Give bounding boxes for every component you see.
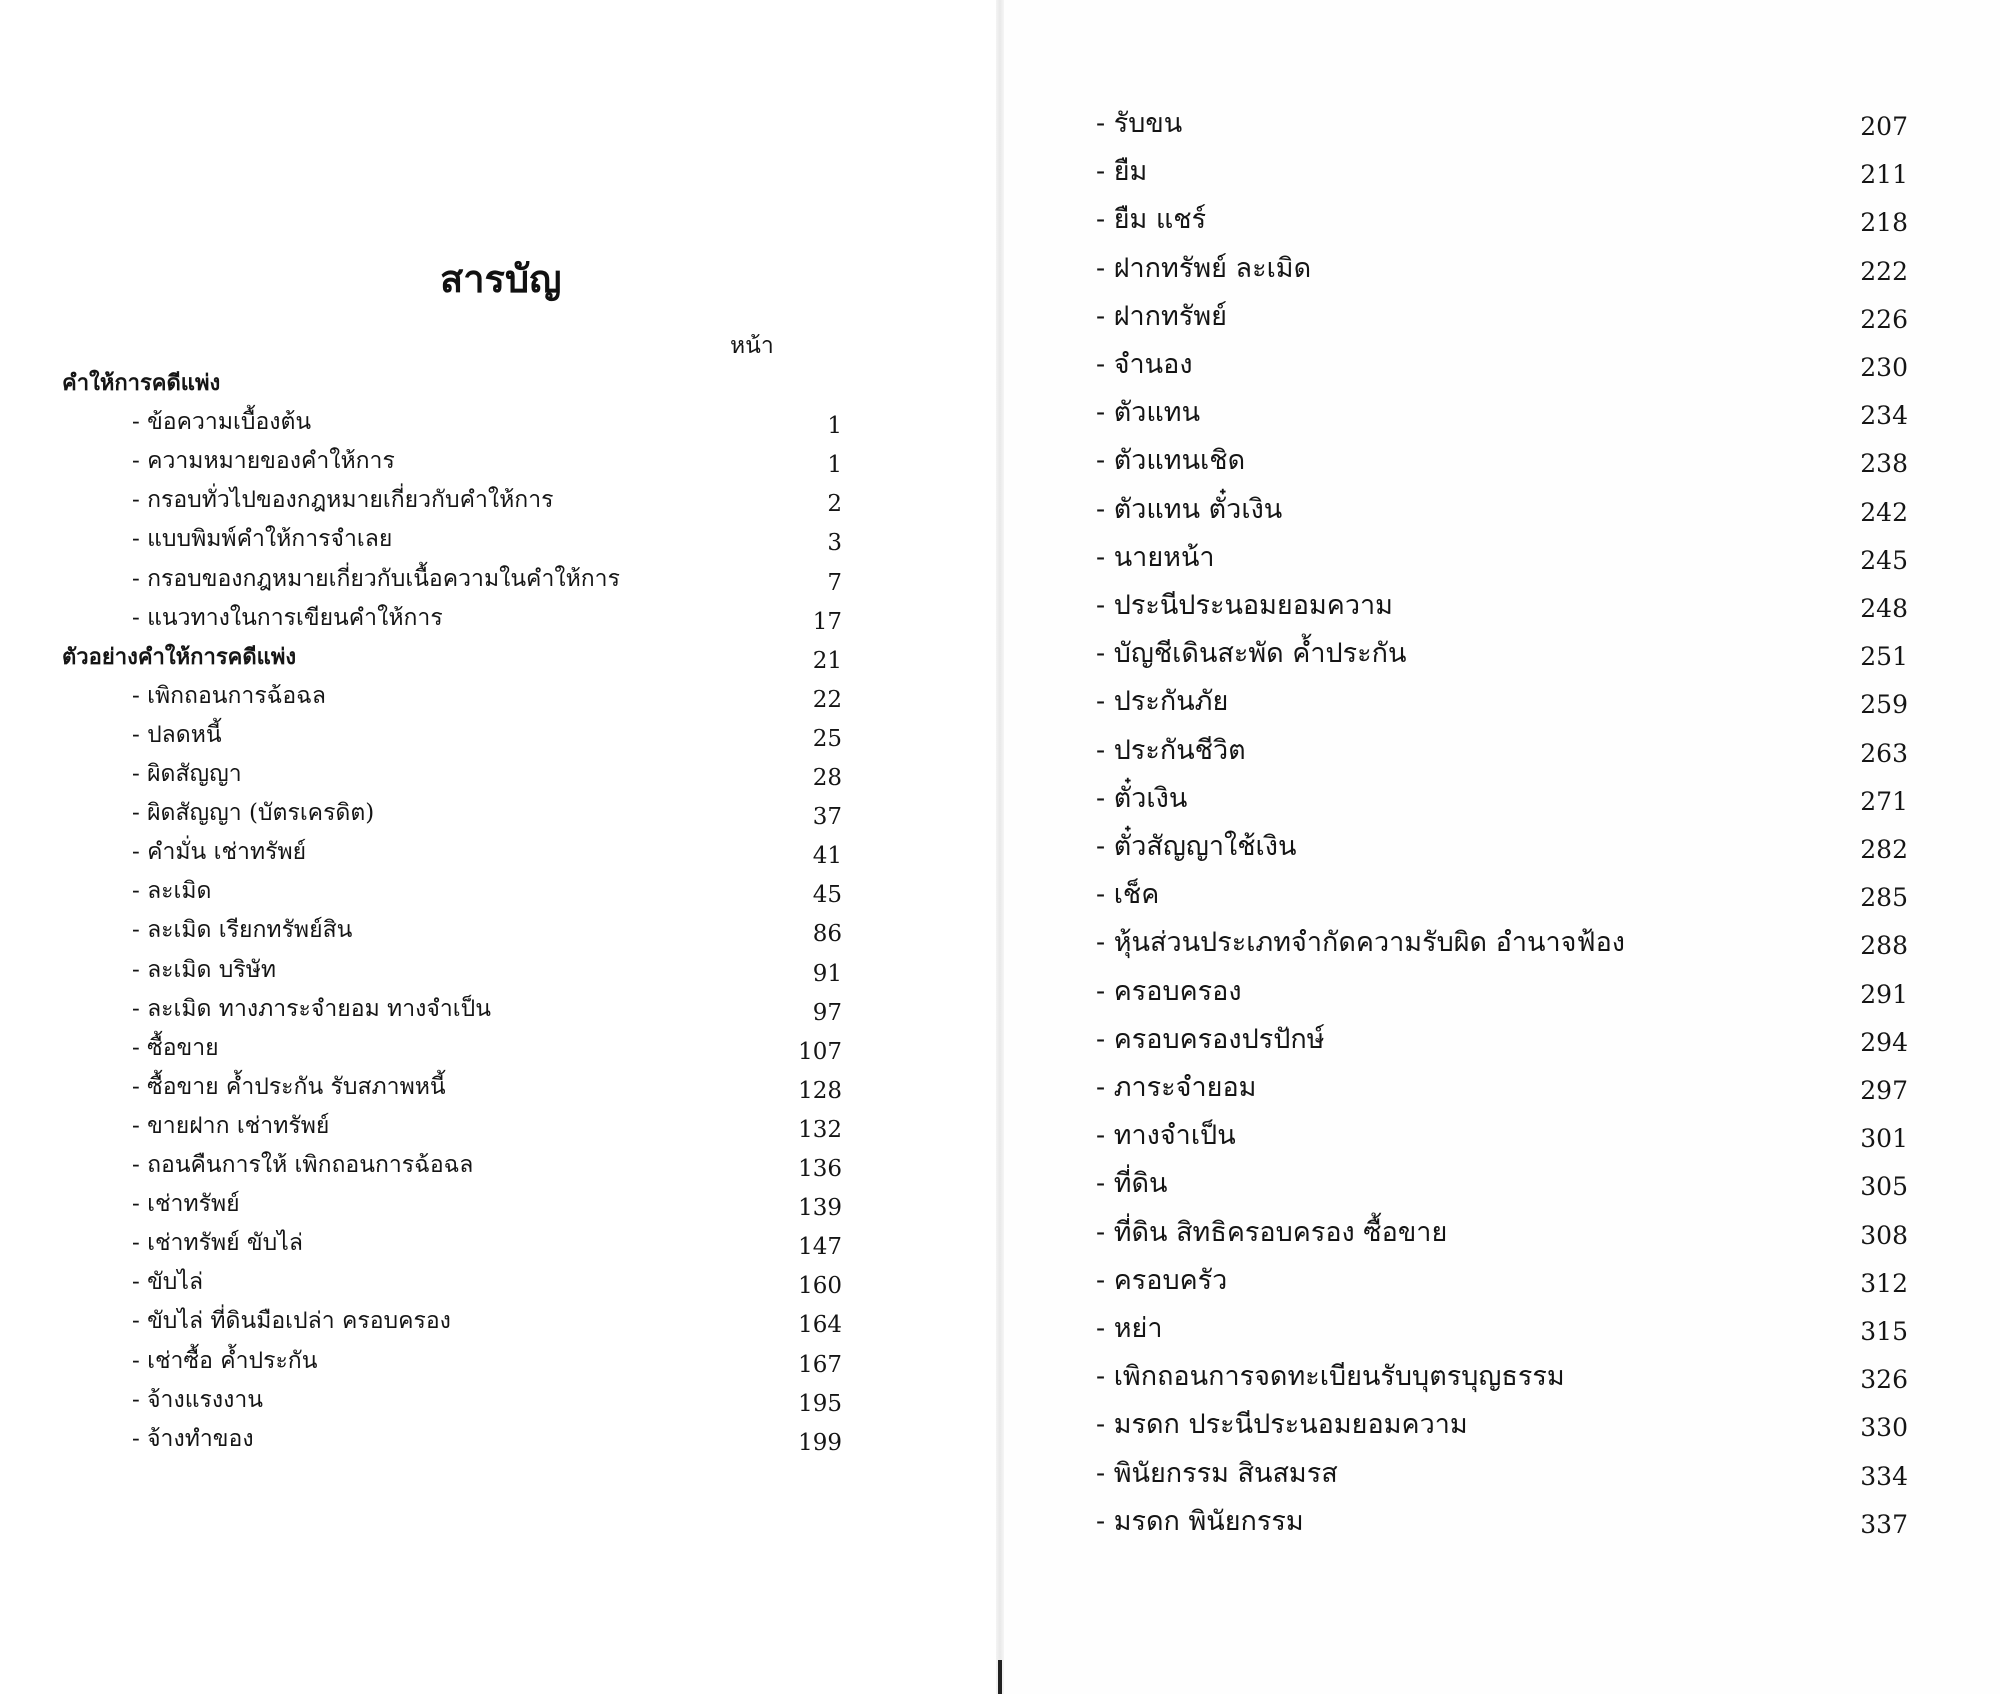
toc-entry-label: - หย่า (1096, 1313, 1163, 1344)
toc-entry-label: - มรดก ประนีประนอมยอมความ (1096, 1409, 1468, 1441)
toc-entry-label: - แนวทางในการเขียนคำให้การ (132, 604, 443, 631)
toc-entry-page: 326 (1860, 1365, 1908, 1395)
toc-entry-label: - ผิดสัญญา (132, 761, 242, 787)
toc-entry-page: 1 (827, 413, 842, 440)
toc-entry-page: 147 (798, 1234, 842, 1261)
toc-entry-label: - ตัวแทน ตั๋วเงิน (1096, 493, 1283, 525)
toc-entry-page: 3 (827, 530, 842, 557)
toc-entry-page: 334 (1860, 1461, 1908, 1491)
toc-entry-page: 97 (812, 999, 842, 1026)
toc-entry-page: 226 (1860, 304, 1908, 334)
toc-entry-label: - ครอบครัว (1096, 1264, 1228, 1296)
toc-entry-page: 234 (1860, 401, 1908, 431)
toc-entry-label: คำให้การคดีแพ่ง (62, 370, 221, 396)
toc-entry-label: - จ้างแรงงาน (132, 1386, 263, 1413)
toc-entry-label: - ซื้อขาย (132, 1034, 219, 1061)
toc-entry-label: - กรอบของกฎหมายเกี่ยวกับเนื้อความในคำให้การ (132, 565, 620, 592)
toc-entry-label: - นายหน้า (1096, 541, 1215, 573)
toc-entry-page: 330 (1860, 1413, 1908, 1443)
page-column-label: หน้า (730, 333, 774, 359)
right-page (1000, 0, 2000, 1694)
toc-entry-page: 301 (1860, 1124, 1908, 1154)
toc-entry-label: - ครอบครองปรปักษ์ (1096, 1023, 1325, 1055)
toc-entry-page: 259 (1860, 690, 1908, 720)
toc-entry-page: 25 (812, 725, 842, 752)
toc-entry-label: - ฝากทรัพย์ (1096, 300, 1227, 332)
toc-entry-label: - ยืม แชร์ (1096, 204, 1207, 236)
toc-entry-page: 308 (1860, 1220, 1908, 1250)
toc-entry-label: - บัญชีเดินสะพัด ค้ำประกัน (1096, 638, 1407, 670)
toc-entry-label: - พินัยกรรม สินสมรส (1096, 1457, 1338, 1489)
toc-entry-label: - ขายฝาก เช่าทรัพย์ (132, 1112, 330, 1139)
toc-entry-label: - ทางจำเป็น (1096, 1120, 1236, 1152)
toc-entry-label: - ตัวแทน (1096, 397, 1201, 429)
toc-entry-page: 107 (798, 1038, 842, 1065)
toc-entry-label: - รับขน (1096, 108, 1183, 139)
toc-entry-label: - เพิกถอนการจดทะเบียนรับบุตรบุญธรรม (1096, 1361, 1565, 1393)
toc-entry-page: 218 (1860, 208, 1908, 238)
toc-entry-label: - หุ้นส่วนประเภทจำกัดความรับผิด อำนาจฟ้อง (1096, 927, 1625, 959)
toc-entry-label: - ประกันชีวิต (1096, 734, 1246, 766)
toc-entry-label: - ละเมิด บริษัท (132, 956, 277, 983)
toc-entry-page: 263 (1860, 738, 1908, 768)
toc-entry-page: 136 (798, 1156, 842, 1182)
toc-entry-label: - ขับไล่ (132, 1269, 204, 1296)
toc-entry-label: - เช่าทรัพย์ (132, 1191, 240, 1218)
toc-entry-label: - กรอบทั่วไปของกฎหมายเกี่ยวกับคำให้การ (132, 487, 554, 514)
gutter-shadow-mark (998, 1660, 1002, 1694)
toc-entry-page: 139 (798, 1195, 842, 1222)
toc-entry-page: 291 (1860, 979, 1908, 1009)
toc-title: สารบัญ (440, 257, 562, 301)
toc-entry-page: 312 (1860, 1268, 1908, 1298)
toc-entry-page: 242 (1860, 497, 1908, 527)
toc-entry-page: 207 (1860, 112, 1908, 141)
toc-entry-label: - เพิกถอนการฉ้อฉล (132, 682, 326, 709)
toc-entry-page: 211 (1860, 160, 1908, 190)
toc-entry-page: 251 (1860, 642, 1908, 672)
toc-entry-label: - ครอบครอง (1096, 975, 1242, 1007)
toc-entry-label: - ความหมายของคำให้การ (132, 448, 395, 475)
toc-entry-label: - เช่าซื้อ ค้ำประกัน (132, 1347, 318, 1374)
book-gutter (996, 0, 1004, 1694)
toc-entry-page: 337 (1860, 1509, 1908, 1539)
toc-entry-label: - ซื้อขาย ค้ำประกัน รับสภาพหนี้ (132, 1073, 446, 1100)
toc-entry-page: 160 (798, 1273, 842, 1300)
toc-entry-page: 230 (1860, 353, 1908, 382)
toc-entry-label: - เช่าทรัพย์ ขับไล่ (132, 1230, 303, 1257)
toc-entry-label: - จ้างทำของ (132, 1425, 254, 1452)
toc-entry-page: 7 (827, 569, 842, 596)
toc-entry-label: - เช็ค (1096, 879, 1160, 911)
toc-entry-label: - ตั๋วสัญญาใช้เงิน (1096, 831, 1297, 862)
toc-entry-page: 297 (1860, 1076, 1908, 1105)
toc-entry-page: 21 (812, 647, 842, 674)
toc-entry-page: 17 (812, 608, 842, 635)
toc-entry-page: 315 (1860, 1317, 1908, 1346)
toc-entry-label: - ตั๋วเงิน (1096, 782, 1188, 814)
toc-entry-page: 86 (812, 921, 842, 948)
toc-entry-page: 1 (827, 452, 842, 479)
toc-entry-page: 282 (1860, 835, 1908, 864)
toc-entry-page: 91 (812, 960, 842, 987)
toc-entry-label: ตัวอย่างคำให้การคดีแพ่ง (62, 643, 297, 670)
toc-entry-page: 167 (798, 1351, 842, 1378)
toc-entry-page: 222 (1860, 256, 1908, 286)
toc-entry-page: 305 (1860, 1172, 1908, 1202)
toc-entry-page: 238 (1860, 449, 1908, 479)
toc-entry-page: 45 (812, 882, 842, 909)
toc-entry-page: 128 (798, 1077, 842, 1104)
toc-entry-label: - ที่ดิน สิทธิครอบครอง ซื้อขาย (1096, 1216, 1448, 1248)
toc-entry-page: 22 (812, 686, 842, 713)
toc-entry-label: - มรดก พินัยกรรม (1096, 1505, 1304, 1537)
toc-entry-label: - ถอนคืนการให้ เพิกถอนการฉ้อฉล (132, 1152, 474, 1178)
toc-entry-page: 294 (1860, 1027, 1908, 1057)
toc-entry-label: - ยืม (1096, 156, 1148, 188)
toc-entry-label: - ขับไล่ ที่ดินมือเปล่า ครอบครอง (132, 1308, 451, 1335)
toc-entry-label: - ประกันภัย (1096, 686, 1229, 718)
toc-entry-page: 132 (798, 1116, 842, 1143)
toc-entry-label: - ประนีประนอมยอมความ (1096, 590, 1393, 621)
toc-entry-label: - จำนอง (1096, 349, 1193, 380)
toc-entry-page: 199 (798, 1429, 842, 1456)
toc-entry-label: - ละเมิด ทางภาระจำยอม ทางจำเป็น (132, 995, 491, 1022)
toc-entry-label: - ปลดหนี้ (132, 721, 222, 748)
toc-entry-page: 195 (798, 1390, 842, 1417)
toc-entry-page: 271 (1860, 786, 1908, 816)
toc-entry-page: 37 (812, 804, 842, 831)
toc-entry-label: - คำมั่น เช่าทรัพย์ (132, 839, 307, 866)
toc-entry-label: - ฝากทรัพย์ ละเมิด (1096, 252, 1312, 284)
toc-entry-label: - ข้อความเบื้องต้น (132, 409, 312, 436)
toc-entry-label: - ผิดสัญญา (บัตรเครดิต) (132, 800, 375, 827)
toc-entry-label: - ที่ดิน (1096, 1168, 1168, 1200)
toc-entry-label: - แบบพิมพ์คำให้การจำเลย (132, 526, 393, 553)
toc-entry-label: - ละเมิด เรียกทรัพย์สิน (132, 917, 353, 944)
toc-entry-page: 41 (812, 843, 842, 870)
toc-entry-page: 164 (798, 1312, 842, 1339)
toc-entry-page: 285 (1860, 883, 1908, 913)
toc-entry-page: 245 (1860, 545, 1908, 575)
toc-entry-label: - ละเมิด (132, 878, 212, 905)
toc-entry-label: - ตัวแทนเชิด (1096, 445, 1246, 477)
toc-entry-page: 288 (1860, 931, 1908, 961)
toc-entry-page: 248 (1860, 594, 1908, 623)
toc-entry-page: 28 (812, 765, 842, 791)
toc-entry-label: - ภาระจำยอม (1096, 1072, 1257, 1103)
toc-entry-page: 2 (827, 491, 842, 518)
